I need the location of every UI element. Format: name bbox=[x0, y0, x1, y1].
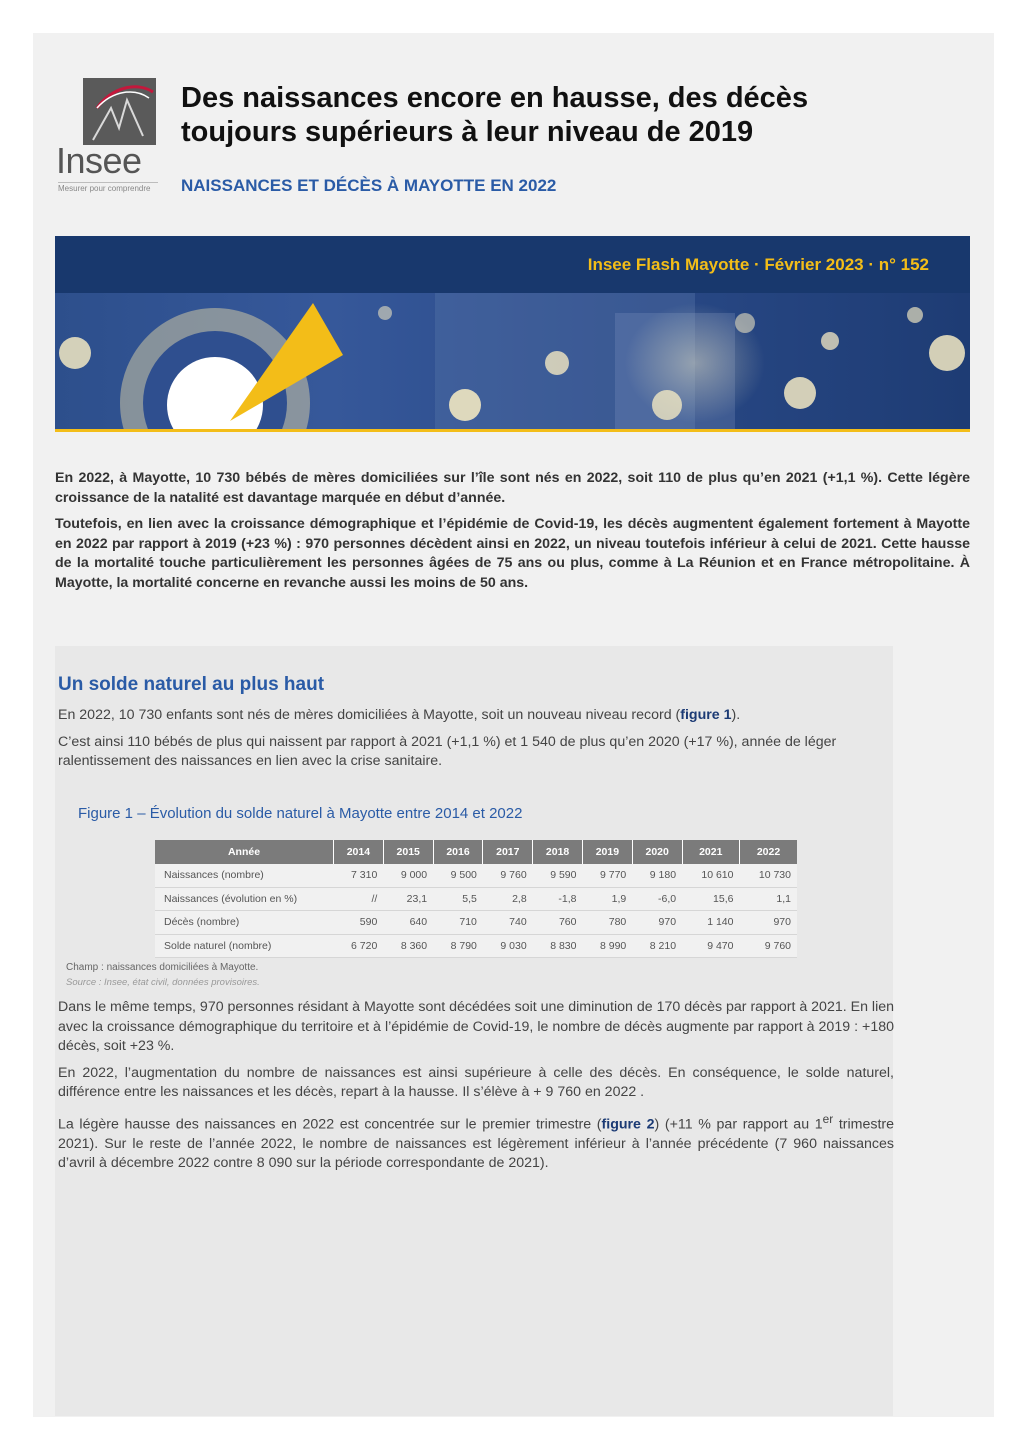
column-header-year: 2018 bbox=[533, 840, 583, 864]
logo-wordmark: Insee bbox=[56, 140, 142, 181]
row-label: Naissances (évolution en %) bbox=[155, 887, 334, 911]
page-title: Des naissances encore en hausse, des décès toujours supérieurs à leur niveau de 2019 bbox=[181, 82, 809, 148]
table-cell: // bbox=[334, 887, 384, 911]
section-body-top bbox=[58, 706, 894, 779]
page-subtitle: NAISSANCES ET DÉCÈS À MAYOTTE EN 2022 bbox=[181, 176, 557, 195]
logo-emblem bbox=[83, 78, 156, 145]
table-cell: 10 730 bbox=[739, 864, 797, 887]
banner-divider bbox=[55, 429, 970, 432]
table-row bbox=[155, 934, 797, 958]
table-cell: 23,1 bbox=[383, 887, 433, 911]
paragraph-text: ). bbox=[731, 707, 741, 723]
table-cell: 15,6 bbox=[682, 887, 739, 911]
column-header-year: 2016 bbox=[433, 840, 483, 864]
table-row bbox=[155, 864, 797, 887]
table-cell: 10 610 bbox=[682, 864, 739, 887]
logo-tagline: Mesurer pour comprendre bbox=[58, 182, 158, 194]
column-header-year: 2020 bbox=[632, 840, 682, 864]
column-header-year: 2015 bbox=[383, 840, 433, 864]
table-cell: 590 bbox=[334, 911, 384, 935]
paragraph-text: trimestre 2021). Sur le reste de l’année 2022, le nombre de naissances est légèrement inférieur à l’année précédente (7 960 naissances d’avril à décembre 2022 contre 8 090 sur la période correspondante de 2021). bbox=[58, 1116, 895, 1172]
lede-paragraph-2: Toutefois, en lien avec la croissance démographique et l’épidémie de Covid-19, les décès augmentent également fortement à Mayotte en 2022 par rapport à 2019 (+23 %) : 970 personnes décèdent ainsi en 2022, un niveau toutefois inférieur à celui de 2021. Cette hausse de la mortalité touche particulièrement les personnes âgées de 75 ans ou plus, comme à La Réunion et en France métropolitaine. À Mayotte, la mortalité concerne en revanche aussi les moins de 50 ans. bbox=[55, 516, 970, 591]
table-cell: 9 770 bbox=[582, 864, 632, 887]
table-cell: 5,5 bbox=[433, 887, 483, 911]
table-row bbox=[155, 887, 797, 911]
column-header-year: 2017 bbox=[483, 840, 533, 864]
lede-paragraph-1: En 2022, à Mayotte, 10 730 bébés de mères domiciliées sur l’île sont nés en 2022, soit 110 de plus qu’en 2021 (+1,1 %). Cette légère croissance de la natalité est davantage marquée en début d’année. bbox=[55, 470, 970, 506]
figure-1-note: Champ : naissances domiciliées à Mayotte. bbox=[66, 962, 259, 973]
column-header-year: 2022 bbox=[739, 840, 797, 864]
paragraph-births-record bbox=[58, 706, 894, 726]
table-cell: 970 bbox=[632, 911, 682, 935]
figure-1-table bbox=[155, 840, 797, 958]
table-cell: 9 590 bbox=[533, 864, 583, 887]
publication-banner bbox=[55, 236, 970, 293]
table-row bbox=[155, 911, 797, 935]
table-cell: 6 720 bbox=[334, 934, 384, 958]
table-cell: 1 140 bbox=[682, 911, 739, 935]
paragraph-text: La légère hausse des naissances en 2022 est concentrée sur le premier trimestre ( bbox=[58, 1116, 602, 1133]
table-cell: 640 bbox=[383, 911, 433, 935]
table-cell: 9 500 bbox=[433, 864, 483, 887]
banner-illustration bbox=[55, 293, 970, 429]
table-cell: 8 360 bbox=[383, 934, 433, 958]
paragraph-births-comparison: C’est ainsi 110 bébés de plus qui naissent par rapport à 2021 (+1,1 %) et 1 540 de plus qu’en 2020 (+17 %), année de léger ralentissement des naissances en lien avec la crise sanitaire. bbox=[58, 733, 837, 769]
figure-1-title: Figure 1 – Évolution du solde naturel à Mayotte entre 2014 et 2022 bbox=[78, 805, 523, 822]
table-cell: 8 210 bbox=[632, 934, 682, 958]
insee-logo bbox=[56, 78, 158, 198]
table-cell: 710 bbox=[433, 911, 483, 935]
table-cell: 8 830 bbox=[533, 934, 583, 958]
publication-label: Insee Flash Mayotte · Février 2023 · n° 152 bbox=[587, 255, 929, 274]
paragraph-text: ) (+11 % par rapport au 1 bbox=[654, 1116, 823, 1133]
section-body-bottom bbox=[58, 998, 894, 1181]
logo-mark-icon bbox=[83, 78, 156, 145]
table-cell: 970 bbox=[739, 911, 797, 935]
row-label: Décès (nombre) bbox=[155, 911, 334, 935]
column-header-year: 2014 bbox=[334, 840, 384, 864]
table-cell: 8 790 bbox=[433, 934, 483, 958]
table-cell: 8 990 bbox=[582, 934, 632, 958]
table-cell: 9 470 bbox=[682, 934, 739, 958]
figure-2-link[interactable]: figure 2 bbox=[601, 1116, 655, 1133]
table-cell: -6,0 bbox=[632, 887, 682, 911]
table-cell: -1,8 bbox=[533, 887, 583, 911]
column-header-year: 2019 bbox=[582, 840, 632, 864]
paragraph-first-quarter bbox=[58, 1110, 894, 1174]
paragraph-text: En 2022, 10 730 enfants sont nés de mères domiciliées à Mayotte, soit un nouveau niveau record ( bbox=[58, 707, 681, 723]
paragraph-natural-balance: En 2022, l’augmentation du nombre de naissances est ainsi supérieure à celle des décès. En conséquence, le solde naturel, différence entre les naissances et les décès, repart à la hausse. Il s’élève à + 9 760 en 2022 . bbox=[58, 1064, 894, 1100]
table-header-row bbox=[155, 840, 797, 864]
column-header-label: Année bbox=[155, 840, 334, 864]
lede bbox=[55, 469, 970, 600]
banner-artwork bbox=[55, 293, 970, 429]
table-cell: 9 760 bbox=[739, 934, 797, 958]
table-cell: 9 030 bbox=[483, 934, 533, 958]
row-label: Naissances (nombre) bbox=[155, 864, 334, 887]
column-header-year: 2021 bbox=[682, 840, 739, 864]
table-cell: 7 310 bbox=[334, 864, 384, 887]
table-cell: 780 bbox=[582, 911, 632, 935]
table-cell: 740 bbox=[483, 911, 533, 935]
figure-1-link[interactable]: figure 1 bbox=[680, 707, 732, 723]
table-cell: 9 760 bbox=[483, 864, 533, 887]
table-cell: 1,9 bbox=[582, 887, 632, 911]
table-cell: 2,8 bbox=[483, 887, 533, 911]
row-label: Solde naturel (nombre) bbox=[155, 934, 334, 958]
table-cell: 760 bbox=[533, 911, 583, 935]
superscript-er: er bbox=[822, 1111, 834, 1126]
section-heading: Un solde naturel au plus haut bbox=[58, 674, 325, 695]
table-cell: 9 000 bbox=[383, 864, 433, 887]
table-cell: 1,1 bbox=[739, 887, 797, 911]
figure-1-source: Source : Insee, état civil, données provisoires. bbox=[66, 977, 260, 988]
paragraph-deaths: Dans le même temps, 970 personnes résidant à Mayotte sont décédées soit une diminution de 170 décès par rapport à 2021. En lien avec la croissance démographique du territoire et à l’épidémie de Covid-19, le nombre de décès augmente par rapport à 2019 : +180 décès, soit +23 %. bbox=[58, 999, 894, 1054]
table-cell: 9 180 bbox=[632, 864, 682, 887]
